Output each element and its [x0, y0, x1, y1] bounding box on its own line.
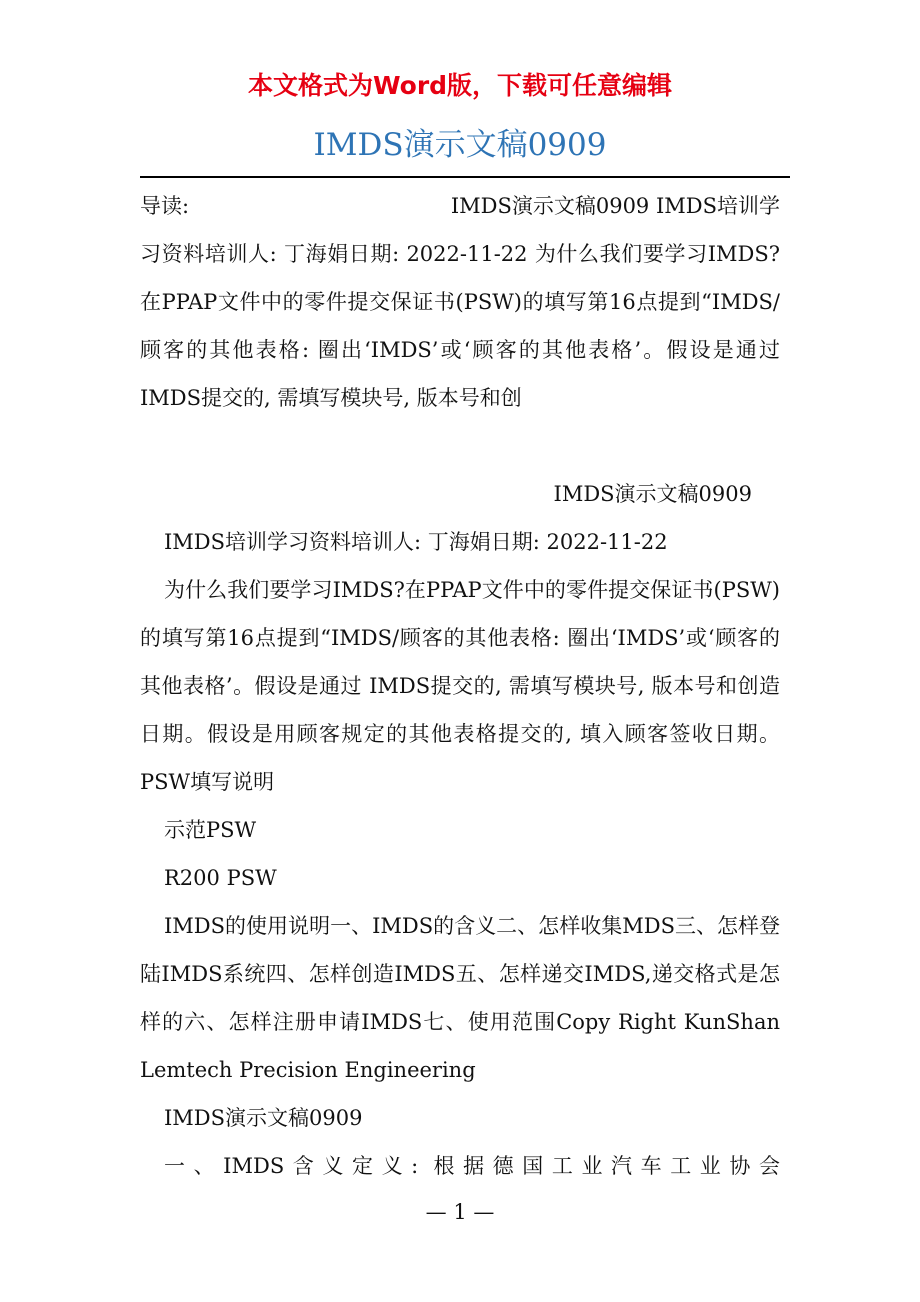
trainer-line: IMDS培训学习资料培训人: 丁海娟日期: 2022-11-22	[164, 530, 668, 554]
usage-paragraph: IMDS的使用说明一、IMDS的含义二、怎样收集MDS三、怎样登陆IMDS系统四、怎样创造IMDS五、怎样递交IMDS,递交格式是怎样的六、怎样注册申请IMDS七、使用范围Copy Right KunShan Lemtech Precision Engineering	[140, 914, 780, 1082]
download-banner: 本文格式为Word版，下载可任意编辑	[247, 71, 673, 100]
page-number: — 1 —	[425, 1200, 495, 1224]
section-heading: IMDS演示文稿0909	[553, 482, 752, 506]
intro-lead: IMDS演示文稿0909 IMDS培训学	[450, 194, 780, 218]
intro-text: 习资料培训人: 丁海娟日期: 2022-11-22 为什么我们要学习IMDS?在PPAP文件中的零件提交保证书(PSW)的填写第16点提到“IMDS/顾客的其他表格: 圈出‘IMDS’或‘顾客的其他表格’。假设是通过 IMDS提交的, 需填写模块号, 版本号和创	[140, 242, 780, 410]
document-title: IMDS演示文稿0909	[313, 127, 607, 163]
sample-psw-line: 示范PSW	[164, 818, 257, 842]
why-learn-paragraph: 为什么我们要学习IMDS?在PPAP文件中的零件提交保证书(PSW)的填写第16点提到“IMDS/顾客的其他表格: 圈出‘IMDS’或‘顾客的其他表格’。假设是通过 IMDS提交的, 需填写模块号, 版本号和创造日期。假设是用顾客规定的其他表格提交的, 填入顾客签收日期。PSW填写说明	[140, 578, 780, 794]
definition-line: 一、IMDS含义定义: 根据德国工业汽车工业协会	[164, 1154, 780, 1178]
section-heading-repeat: IMDS演示文稿0909	[164, 1106, 363, 1130]
intro-label: 导读:	[140, 194, 190, 218]
intro-paragraph	[140, 182, 780, 422]
title-divider	[140, 176, 790, 178]
r200-psw-line: R200 PSW	[164, 866, 277, 890]
